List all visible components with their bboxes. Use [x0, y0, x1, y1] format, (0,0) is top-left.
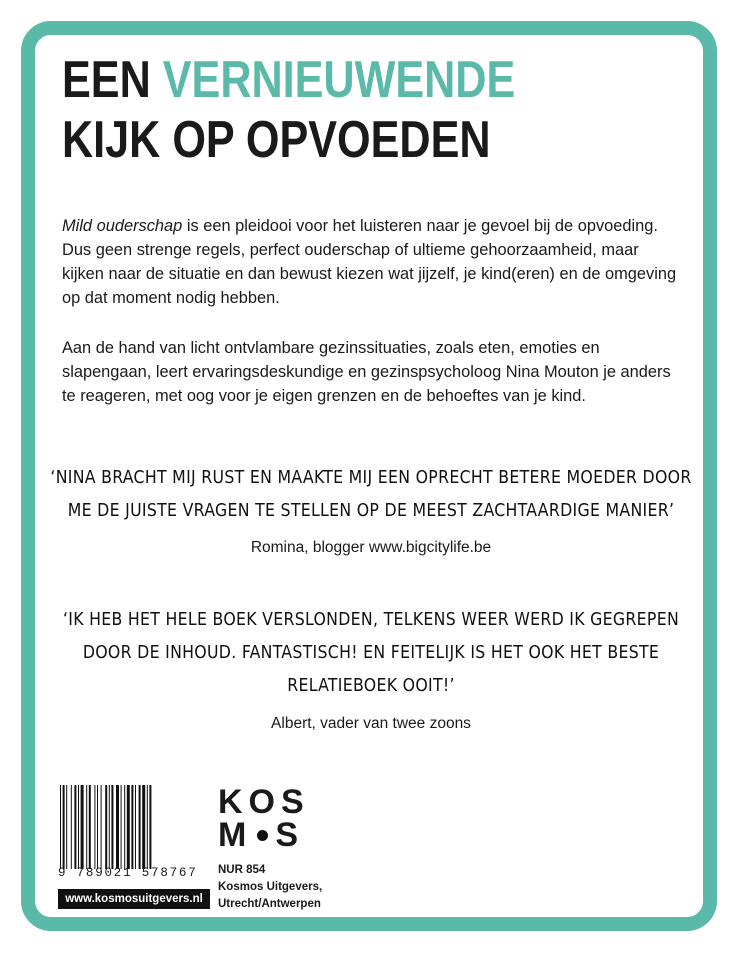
quote-2-attribution: Albert, vader van twee zoons [271, 715, 471, 732]
title-line-1 [62, 50, 515, 110]
logo-letter-m: M [218, 816, 253, 854]
publisher-city: Utrecht/Antwerpen [218, 898, 321, 910]
description-paragraph-1 [62, 214, 682, 310]
logo-dot-icon [257, 830, 268, 841]
barcode-bars [60, 785, 151, 869]
quote-2-line-3: RELATIEBOEK OOIT!’ [287, 676, 455, 696]
logo-line-1: KOS [218, 783, 310, 821]
quote-1-line-2: ME DE JUISTE VRAGEN TE STELLEN OP DE MEEST ZACHTAARDIGE MANIER’ [67, 501, 675, 521]
publisher-name: Kosmos Uitgevers, [218, 881, 323, 893]
description-paragraph-2 [62, 336, 682, 408]
title-plain-word: EEN [62, 51, 163, 109]
logo-line-2 [218, 816, 310, 854]
testimonial-quote-2 [40, 604, 702, 703]
title-line-2: KIJK OP OPVOEDEN [62, 111, 491, 169]
isbn-barcode [58, 785, 194, 869]
book-title-italic: Mild ouderschap [62, 217, 183, 235]
paragraph-1-text: is een pleidooi voor het luisteren naar je gevoel bij de opvoeding. Dus geen strenge regels, perfect ouderschap of ultieme gehoorzaamheid, maar kijken naar de situatie en dan bewust kiezen wat jijzelf, je kind(eren) en de omgeving op dat moment nodig hebben. [62, 217, 677, 307]
isbn-number: 9 789021 578767 [58, 866, 198, 880]
quote-1-attribution: Romina, blogger www.bigcitylife.be [250, 539, 492, 556]
publisher-website: www.kosmosuitgevers.nl [58, 889, 210, 909]
paragraph-2-text: Aan de hand van licht ontvlambare gezinssituaties, zoals eten, emoties en slapengaan, leert ervaringsdeskundige en gezinspsycholoog Nina Mouton je anders te reageren, met oog voor je eigen grenzen en de behoeftes van je kind. [62, 339, 671, 405]
title-accent-word: VERNIEUWENDE [162, 51, 516, 109]
publisher-info [218, 862, 322, 913]
kosmos-logo [218, 783, 310, 854]
logo-letter-s: S [275, 816, 305, 854]
cover-title [62, 50, 515, 170]
quote-1-line-1: ‘NINA BRACHT MIJ RUST EN MAAKTE MIJ EEN OPRECHT BETERE MOEDER DOOR [50, 468, 692, 488]
quote-2-line-2: DOOR DE INHOUD. FANTASTISCH! EN FEITELIJK IS HET OOK HET BESTE [82, 643, 660, 663]
quote-2-line-1: ‘IK HEB HET HELE BOEK VERSLONDEN, TELKENS WEER WERD IK GEGREPEN [62, 610, 680, 630]
testimonial-quote-1 [40, 462, 702, 528]
nur-code: NUR 854 [218, 864, 266, 876]
